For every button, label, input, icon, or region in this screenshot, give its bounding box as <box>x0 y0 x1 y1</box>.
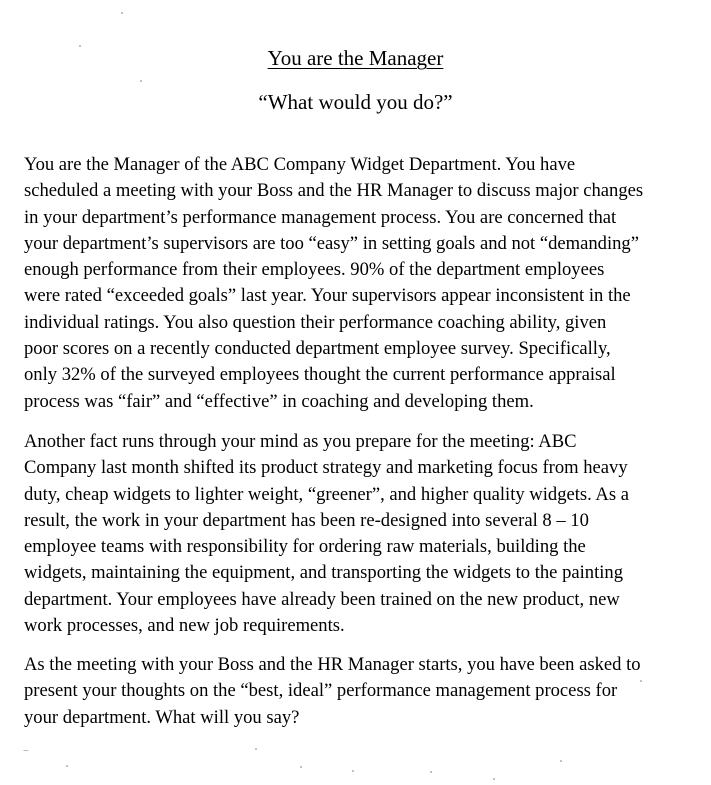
scan-speck <box>430 771 432 773</box>
text-line: You are the Manager of the ABC Company Widget Department. You have <box>24 154 576 175</box>
scan-speck <box>300 766 302 768</box>
text-line: Company last month shifted its product strategy and marketing focus from heavy <box>24 457 628 479</box>
text-line: enough performance from their employees. 90% of the department employees <box>24 259 605 281</box>
text-line: employee teams with responsibility for ordering raw materials, building the <box>24 536 586 558</box>
text-line: were rated “exceeded goals” last year. Your supervisors appear inconsistent in the <box>24 285 631 307</box>
text-line: process was “fair” and “effective” in coaching and developing them. <box>24 390 534 412</box>
text-line: As the meeting with your Boss and the HR Manager starts, you have been asked to <box>24 654 641 675</box>
text-line: department. Your employees have already been trained on the new product, new <box>24 588 620 610</box>
text-line: duty, cheap widgets to lighter weight, “greener”, and higher quality widgets. As a <box>24 483 629 505</box>
paragraph-question <box>24 652 694 731</box>
paragraph-scenario <box>24 152 694 415</box>
text-line: poor scores on a recently conducted department employee survey. Specifically, <box>24 338 611 360</box>
text-line: present your thoughts on the “best, ideal” performance management process for <box>24 680 618 702</box>
text-line: individual ratings. You also question their performance coaching ability, given <box>24 311 607 333</box>
scan-speck <box>640 680 642 682</box>
scan-speck <box>66 765 68 767</box>
text-line: your department. What will you say? <box>24 706 300 728</box>
scan-speck <box>493 778 495 780</box>
scan-speck <box>352 770 354 772</box>
text-line: result, the work in your department has been re-designed into several 8 – 10 <box>24 509 589 531</box>
scan-speck <box>140 80 142 82</box>
page-title: You are the Manager <box>267 46 444 70</box>
text-line: in your department’s performance management process. You are concerned that <box>24 206 617 228</box>
text-line: work processes, and new job requirements. <box>24 615 345 637</box>
text-line: scheduled a meeting with your Boss and the HR Manager to discuss major changes <box>24 180 644 202</box>
scan-speck <box>560 760 562 762</box>
scan-speck <box>23 750 29 751</box>
text-line: widgets, maintaining the equipment, and transporting the widgets to the painting <box>24 562 624 584</box>
scan-speck <box>121 12 123 14</box>
page-subtitle: “What would you do?” <box>258 90 453 114</box>
paragraph-context <box>24 429 694 639</box>
text-line: only 32% of the surveyed employees thought the current performance appraisal <box>24 364 616 386</box>
scan-speck <box>255 748 257 750</box>
text-line: your department’s supervisors are too “easy” in setting goals and not “demanding” <box>24 232 639 254</box>
text-line: Another fact runs through your mind as you prepare for the meeting: ABC <box>24 431 577 452</box>
scan-speck <box>79 45 81 47</box>
